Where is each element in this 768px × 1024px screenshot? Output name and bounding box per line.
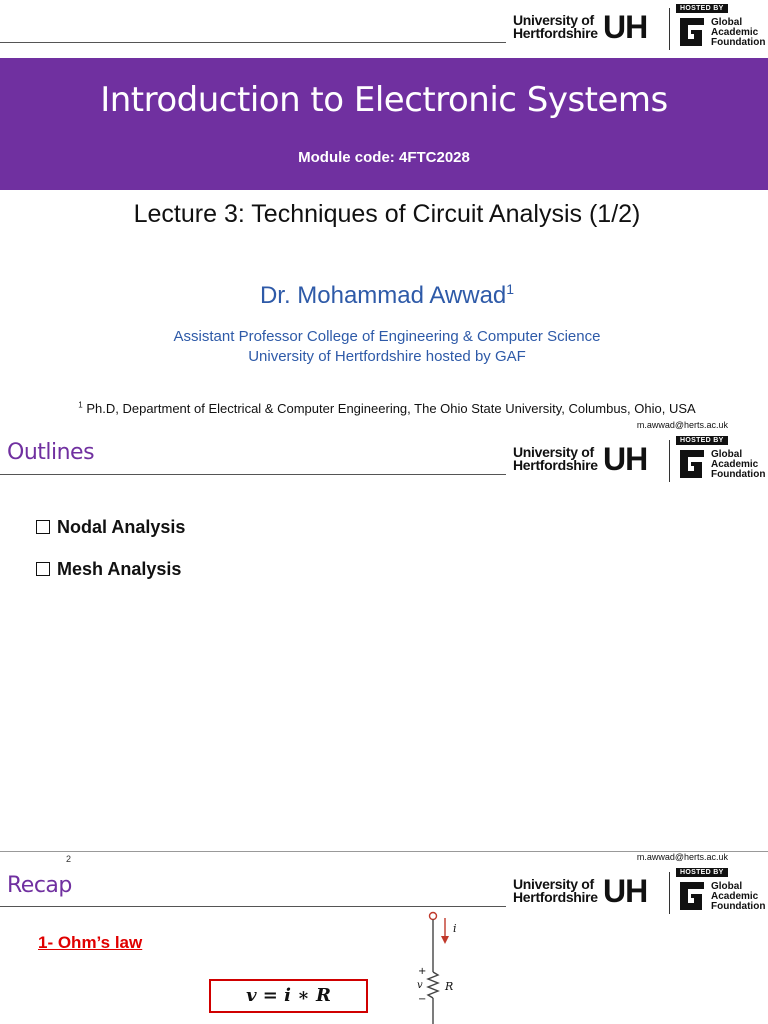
uh-mark: UH <box>603 9 648 45</box>
gaf-logo-icon <box>678 448 708 480</box>
header-rule <box>0 42 506 43</box>
svg-text:i: i <box>453 922 457 935</box>
affiliation-line-2: University of Hertfordshire hosted by GAF <box>248 348 526 365</box>
gaf-logo-icon <box>678 880 708 912</box>
hosted-by-badge: HOSTED BY <box>676 436 728 445</box>
current-arrow-head <box>441 936 449 944</box>
svg-text:R: R <box>445 980 454 993</box>
module-code: Module code: 4FTC2028 <box>298 149 470 166</box>
footnote: $^1$ Ph.D, Department of Electrical & Computer Engineering, The Ohio State University, Columbus, Ohio, USA <box>78 400 696 416</box>
university-logo: University of Hertfordshire UH HOSTED BY Global Academic Foundation <box>513 869 766 912</box>
slide-title-outlines: Outlines <box>7 440 95 465</box>
ohms-law-equation: v = i ∗ R <box>209 979 368 1013</box>
title-banner <box>0 58 768 190</box>
svg-text:v: v <box>417 980 423 991</box>
slide-1 <box>0 0 768 432</box>
checkbox-bullet-icon <box>36 562 50 576</box>
affiliation-line-1: Assistant Professor College of Engineering & Computer Science <box>173 328 601 345</box>
hosted-by-badge: HOSTED BY <box>676 4 728 13</box>
university-logo: University of Hertfordshire UH HOSTED BY Global Academic Foundation <box>513 5 766 48</box>
uh-mark: UH <box>603 873 648 909</box>
resistor-circuit-diagram <box>405 908 475 1024</box>
author-email: m.awwad@herts.ac.uk <box>636 420 728 430</box>
ohms-law-heading: 1- Ohm’s law <box>38 933 143 952</box>
gaf-name: Global Academic Foundation <box>711 17 766 48</box>
page-number: 2 <box>66 854 72 864</box>
author-email: m.awwad@herts.ac.uk <box>636 852 728 862</box>
slide-2 <box>0 432 768 864</box>
university-logo: University of Hertfordshire UH HOSTED BY Global Academic Foundation <box>513 437 766 480</box>
gaf-name: Global Academic Foundation <box>711 881 766 912</box>
resistor-symbol <box>428 972 438 998</box>
bullet-nodal-analysis: Nodal Analysis <box>36 517 185 538</box>
bullet-mesh-analysis: Mesh Analysis <box>36 559 181 580</box>
author-name: Dr. Mohammad Awwad$^1$ <box>259 281 515 309</box>
hosted-by-badge: HOSTED BY <box>676 868 728 877</box>
gaf-logo-icon <box>678 16 708 48</box>
svg-text:+: + <box>418 966 427 977</box>
lecture-title: Lecture 3: Techniques of Circuit Analysis (1/2) <box>133 200 641 228</box>
uh-mark: UH <box>603 441 648 477</box>
svg-text:−: − <box>418 994 427 1005</box>
header-rule <box>0 474 506 475</box>
gaf-name: Global Academic Foundation <box>711 449 766 480</box>
course-title: Introduction to Electronic Systems <box>100 80 668 120</box>
slide-title-recap: Recap <box>7 873 72 898</box>
header-rule <box>0 906 506 907</box>
checkbox-bullet-icon <box>36 520 50 534</box>
terminal-node <box>430 913 437 920</box>
